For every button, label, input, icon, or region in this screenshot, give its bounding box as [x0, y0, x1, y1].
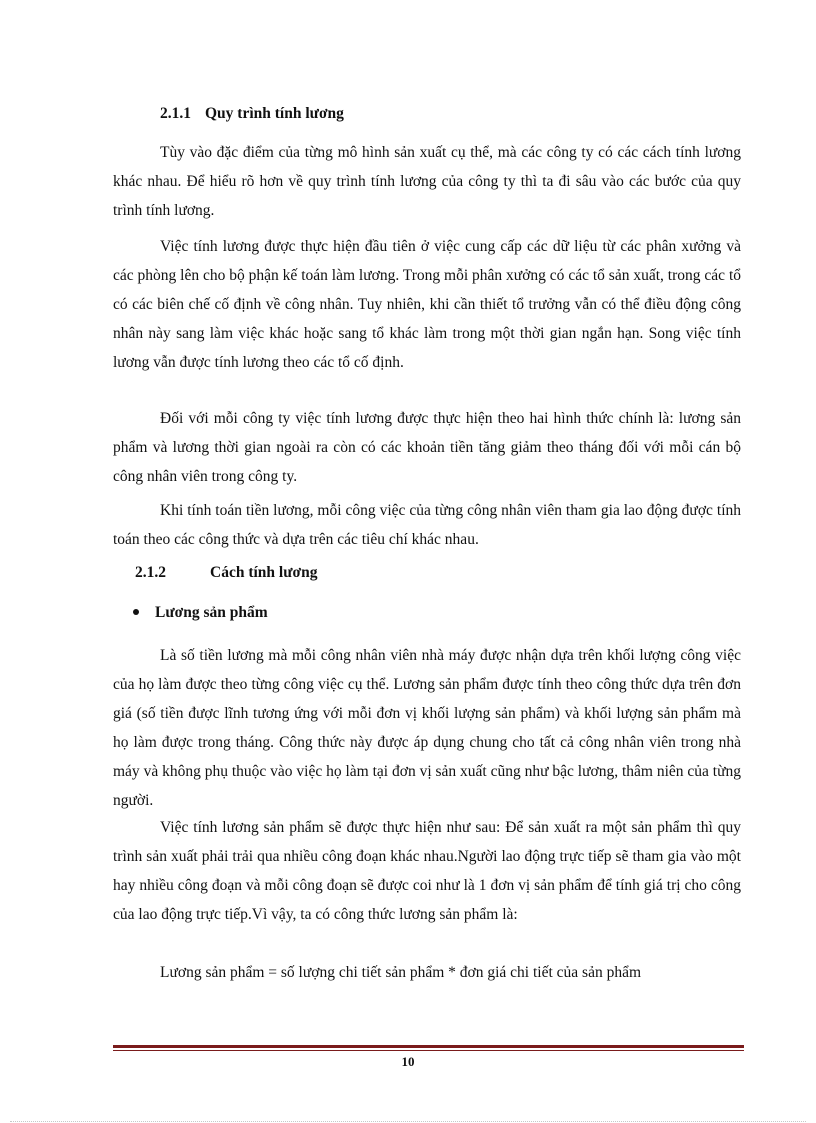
footer-rule [113, 1050, 744, 1051]
paragraph: Tùy vào đặc điểm của từng mô hình sản xuất cụ thể, mà các công ty có các cách tính lương khác nhau. Để hiểu rõ hơn về quy trình tính lương của công ty thì ta đi sâu vào các bước của quy trình tính lương. [113, 144, 741, 219]
section-heading-2-1-2 [135, 563, 317, 583]
bullet-item [133, 602, 268, 624]
paragraph: Việc tính lương được thực hiện đầu tiên ở việc cung cấp các dữ liệu từ các phân xưởng và các phòng lên cho bộ phận kế toán làm lương. Trong mỗi phân xưởng có các tổ sản xuất, trong các tổ có các biên chế cố định về công nhân. Tuy nhiên, khi cần thiết tổ trưởng vẫn có thể điều động công nhân này sang làm việc khác hoặc sang tổ khác làm trong một thời gian ngắn hạn. Song việc tính lương vẫn được tính lương theo các tổ cố định. [113, 238, 741, 371]
paragraph: Là số tiền lương mà mỗi công nhân viên nhà máy được nhận dựa trên khối lượng công việc của họ làm được theo từng công việc cụ thể. Lương sản phẩm được tính theo công thức dựa trên đơn giá (số tiền được lĩnh tương ứng với mỗi đơn vị khối lượng sản phẩm) và khối lượng sản phẩm mà họ làm được trong tháng. Công thức này được áp dụng chung cho tất cả công nhân viên trong nhà máy và không phụ thuộc vào việc họ làm tại đơn vị sản xuất cũng như bậc lương, thâm niên của từng người. [113, 647, 741, 809]
section-number: 2.1.1 [160, 105, 191, 122]
page-number: 10 [401, 1054, 415, 1069]
paragraph: Khi tính toán tiền lương, mỗi công việc của từng công nhân viên tham gia lao động được tính toán theo các công thức và dựa trên các tiêu chí khác nhau. [113, 502, 741, 548]
section-title: Quy trình tính lương [205, 105, 344, 122]
page-edge-divider [10, 1121, 806, 1122]
section-heading-2-1-1 [160, 104, 344, 124]
paragraph: Đối với mỗi công ty việc tính lương được thực hiện theo hai hình thức chính là: lương sản phẩm và lương thời gian ngoài ra còn có các khoản tiền tăng giảm theo tháng đối với mỗi cán bộ công nhân viên trong công ty. [113, 410, 741, 485]
paragraph: Việc tính lương sản phẩm sẽ được thực hiện như sau: Để sản xuất ra một sản phẩm thì quy trình sản xuất phải trải qua nhiều công đoạn khác nhau.Người lao động trực tiếp sẽ tham gia vào một hay nhiều công đoạn và mỗi công đoạn sẽ được coi như là 1 đơn vị sản phẩm để tính giá trị cho công của lao động trực tiếp.Vì vậy, ta có công thức lương sản phẩm là: [113, 819, 741, 923]
bullet-icon [133, 609, 139, 615]
bullet-label: Lương sản phẩm [155, 604, 268, 621]
section-number: 2.1.2 [135, 564, 166, 581]
formula-line: Lương sản phẩm = số lượng chi tiết sản phẩm * đơn giá chi tiết của sản phẩm [160, 964, 642, 981]
section-title: Cách tính lương [210, 564, 318, 581]
footer-rule [113, 1045, 744, 1048]
